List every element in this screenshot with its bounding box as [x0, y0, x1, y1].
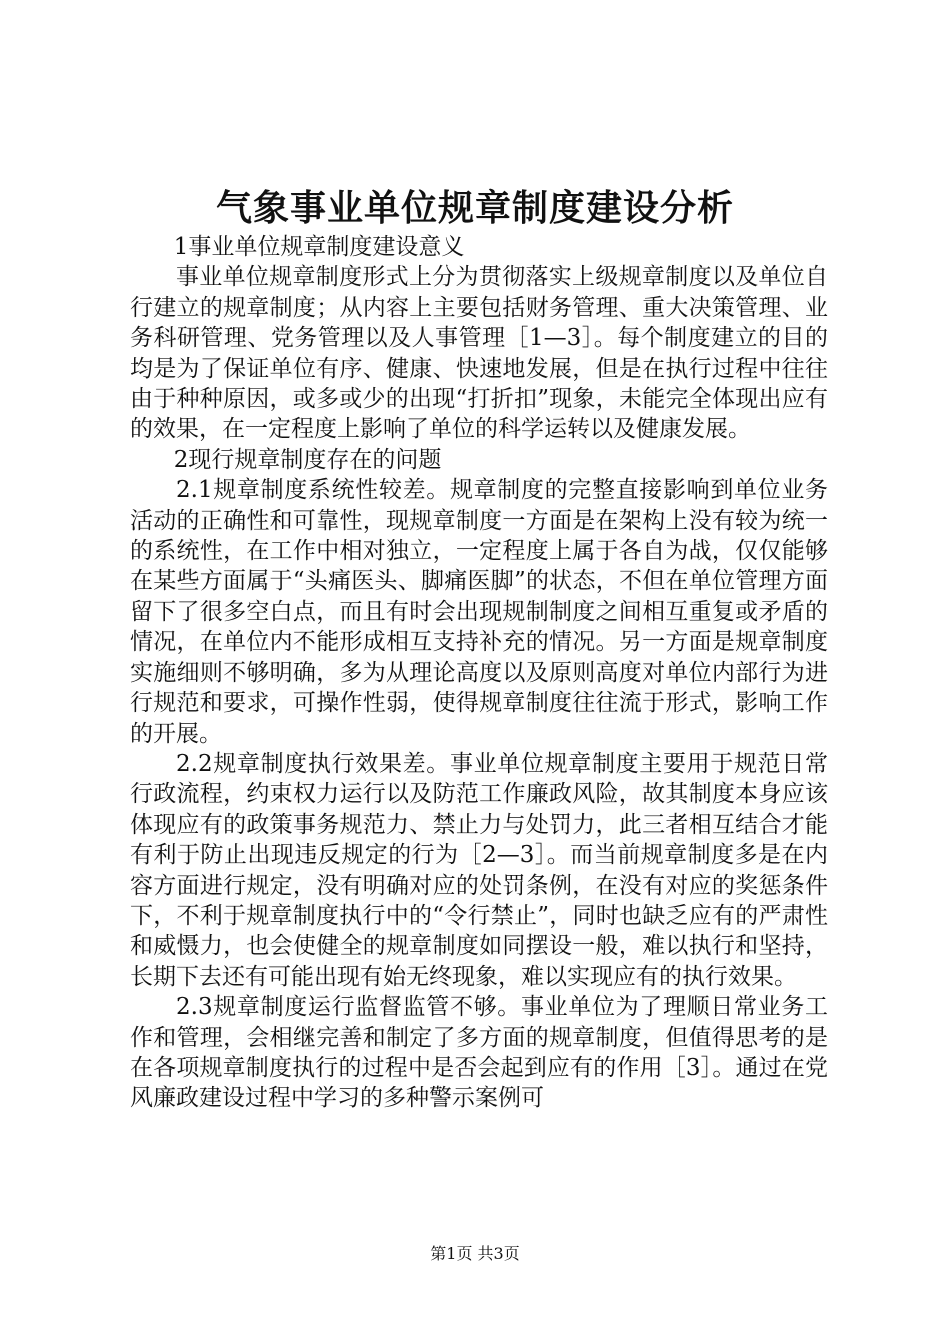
body-paragraph: 2.3规章制度运行监督监管不够。事业单位为了理顺日常业务工作和管理，会相继完善和制定了多方面的规章制度，但值得思考的是在各项规章制度执行的过程中是否会起到应有的作用［3］。通过在党风廉政建设过程中学习的多种警示案例可 — [130, 994, 828, 1112]
section-heading: 2现行规章制度存在的问题 — [173, 446, 442, 473]
document-title: 气象事业单位规章制度建设分析 — [215, 187, 734, 229]
section-heading: 1事业单位规章制度建设意义 — [173, 234, 465, 260]
body-paragraph: 事业单位规章制度形式上分为贯彻落实上级规章制度以及单位自行建立的规章制度；从内容上主要包括财务管理、重大决策管理、业务科研管理、党务管理以及人事管理［1—3］。每个制度建立的目的均是为了保证单位有序、健康、快速地发展，但是在执行过程中往往由于种种原因，或多或少的出现“打折扣”现象，未能完全体现出应有的效果，在一定程度上影响了单位的科学运转以及健康发展。 — [130, 264, 828, 443]
body-paragraph: 2.1规章制度系统性较差。规章制度的完整直接影响到单位业务活动的正确性和可靠性，现规章制度一方面是在架构上没有较为统一的系统性，在工作中相对独立，一定程度上属于各自为战，仅仅能够在某些方面属于“头痛医头、脚痛医脚”的状态，不但在单位管理方面留下了很多空白点，而且有时会出现规制制度之间相互重复或矛盾的情况，在单位内不能形成相互支持补充的情况。另一方面是规章制度实施细则不够明确，多为从理论高度以及原则高度对单位内部行为进行规范和要求，可操作性弱，使得规章制度往往流于形式，影响工作的开展。 — [130, 477, 828, 747]
document-body — [130, 232, 828, 1114]
body-paragraph: 2.2规章制度执行效果差。事业单位规章制度主要用于规范日常行政流程，约束权力运行以及防范工作廉政风险，故其制度本身应该体现应有的政策事务规范力、禁止力与处罚力，此三者相互结合才能有利于防止出现违反规定的行为［2—3］。而当前规章制度多是在内容方面进行规定，没有明确对应的处罚条例，在没有对应的奖惩条件下，不利于规章制度执行中的“令行禁止”，同时也缺乏应有的严肃性和威慑力，也会使健全的规章制度如同摆设一般，难以执行和坚持，长期下去还有可能出现有始无终现象，难以实现应有的执行效果。 — [130, 750, 828, 990]
page-footer: 第1页 共3页 — [430, 1244, 520, 1263]
